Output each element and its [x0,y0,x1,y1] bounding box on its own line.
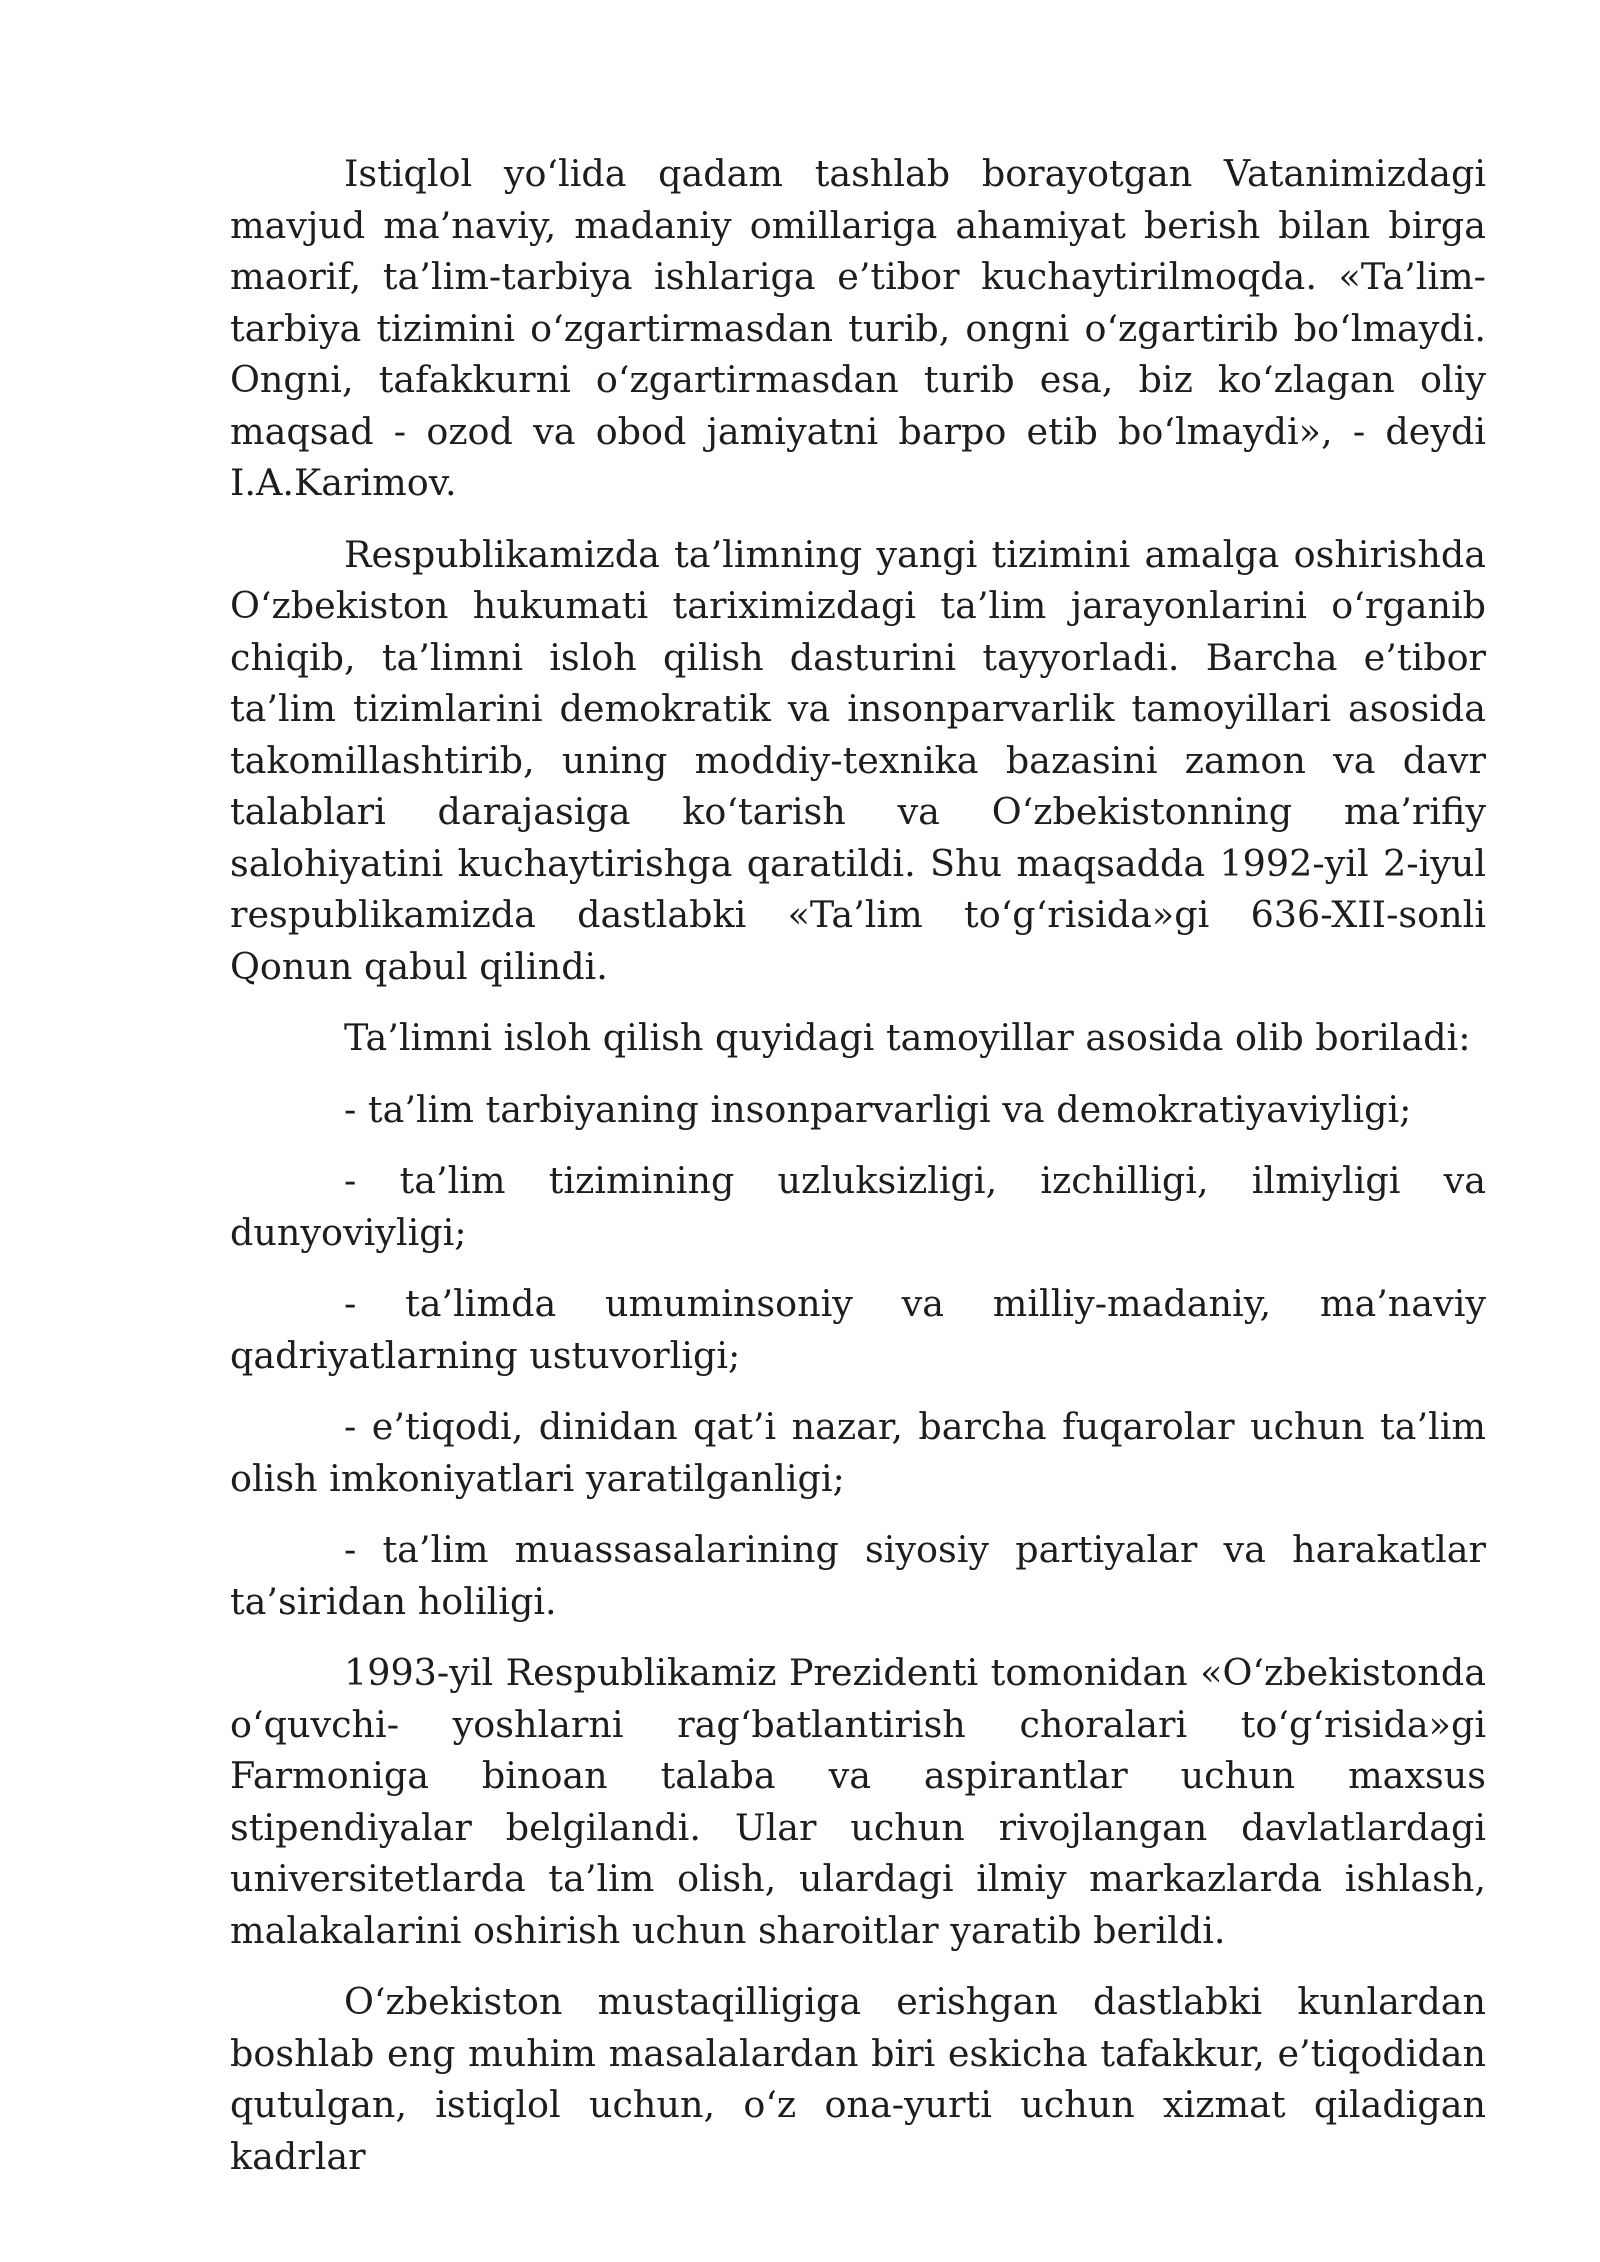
paragraph-independence-cadres: O‘zbekiston mustaqilligiga erishgan dastlabki kunlardan boshlab eng muhim masalalardan biri eskicha tafakkur, e’tiqodidan qutulgan, istiqlol uchun, o‘z ona-yurti uchun xizmat qiladigan kadrlar [230,1980,1486,2178]
paragraph-intro: Istiqlol yo‘lida qadam tashlab borayotgan Vatanimizdagi mavjud ma’naviy, madaniy omillariga ahamiyat berish bilan birga maorif, ta’lim-tarbiya ishlariga e’tibor kuchaytirilmoqda. «Ta’lim-tarbiya tizimini o‘zgartirmasdan turib, ongni o‘zgartirib bo‘lmaydi. Ongni, tafakkurni o‘zgartirmasdan turib esa, biz ko‘zlagan oliy maqsad - ozod va obod jamiyatni barpo etib bo‘lmaydi», - deydi I.A.Karimov. [230,152,1486,504]
paragraph-decree-1993: 1993-yil Respublikamiz Prezidenti tomonidan «O‘zbekistonda o‘quvchi- yoshlarni rag‘batlantirish choralari to‘g‘risida»gi Farmoniga binoan talaba va aspirantlar uchun maxsus stipendiyalar belgilandi. Ular uchun rivojlangan davlatlardagi universitetlarda ta’lim olish, ulardagi ilmiy markazlarda ishlash, malakalarini oshirish uchun sharoitlar yaratib berildi. [230,1651,1486,1952]
document-page [230,148,1486,2182]
paragraph-reform: Respublikamizda ta’limning yangi tizimini amalga oshirishda O‘zbekiston hukumati tariximizdagi ta’lim jarayonlarini o‘rganib chiqib, ta’limni isloh qilish dasturini tayyorladi. Barcha e’tibor ta’lim tizimlarini demokratik va insonparvarlik tamoyillari asosida takomillashtirib, uning moddiy-texnika bazasini zamon va davr talablari darajasiga ko‘tarish va O‘zbekistonning ma’rifiy salohiyatini kuchaytirishga qaratildi. Shu maqsadda 1992-yil 2-iyul respublikamizda dastlabki «Ta’lim to‘g‘risida»gi 636-XII-sonli Qonun qabul qilindi. [230,532,1486,988]
paragraph-principles-heading: Ta’limni isloh qilish quyidagi tamoyillar asosida olib boriladi: [344,1016,1471,1059]
list-item-humanism: - ta’lim tarbiyaning insonparvarligi va demokratiyaviyligi; [344,1087,1412,1131]
list-item-equal-access: - e’tiqodi, dinidan qat’i nazar, barcha fuqarolar uchun ta’lim olish imkoniyatlari yaratilganligi; [230,1405,1486,1500]
list-item-continuity: - ta’lim tizimining uzluksizligi, izchilligi, ilmiyligi va dunyoviyligi; [230,1159,1486,1254]
list-item-values: - ta’limda umuminsoniy va milliy-madaniy, ma’naviy qadriyatlarning ustuvorligi; [230,1282,1486,1377]
list-item-independence: - ta’lim muassasalarining siyosiy partiyalar va harakatlar ta’siridan holiligi. [230,1528,1486,1623]
